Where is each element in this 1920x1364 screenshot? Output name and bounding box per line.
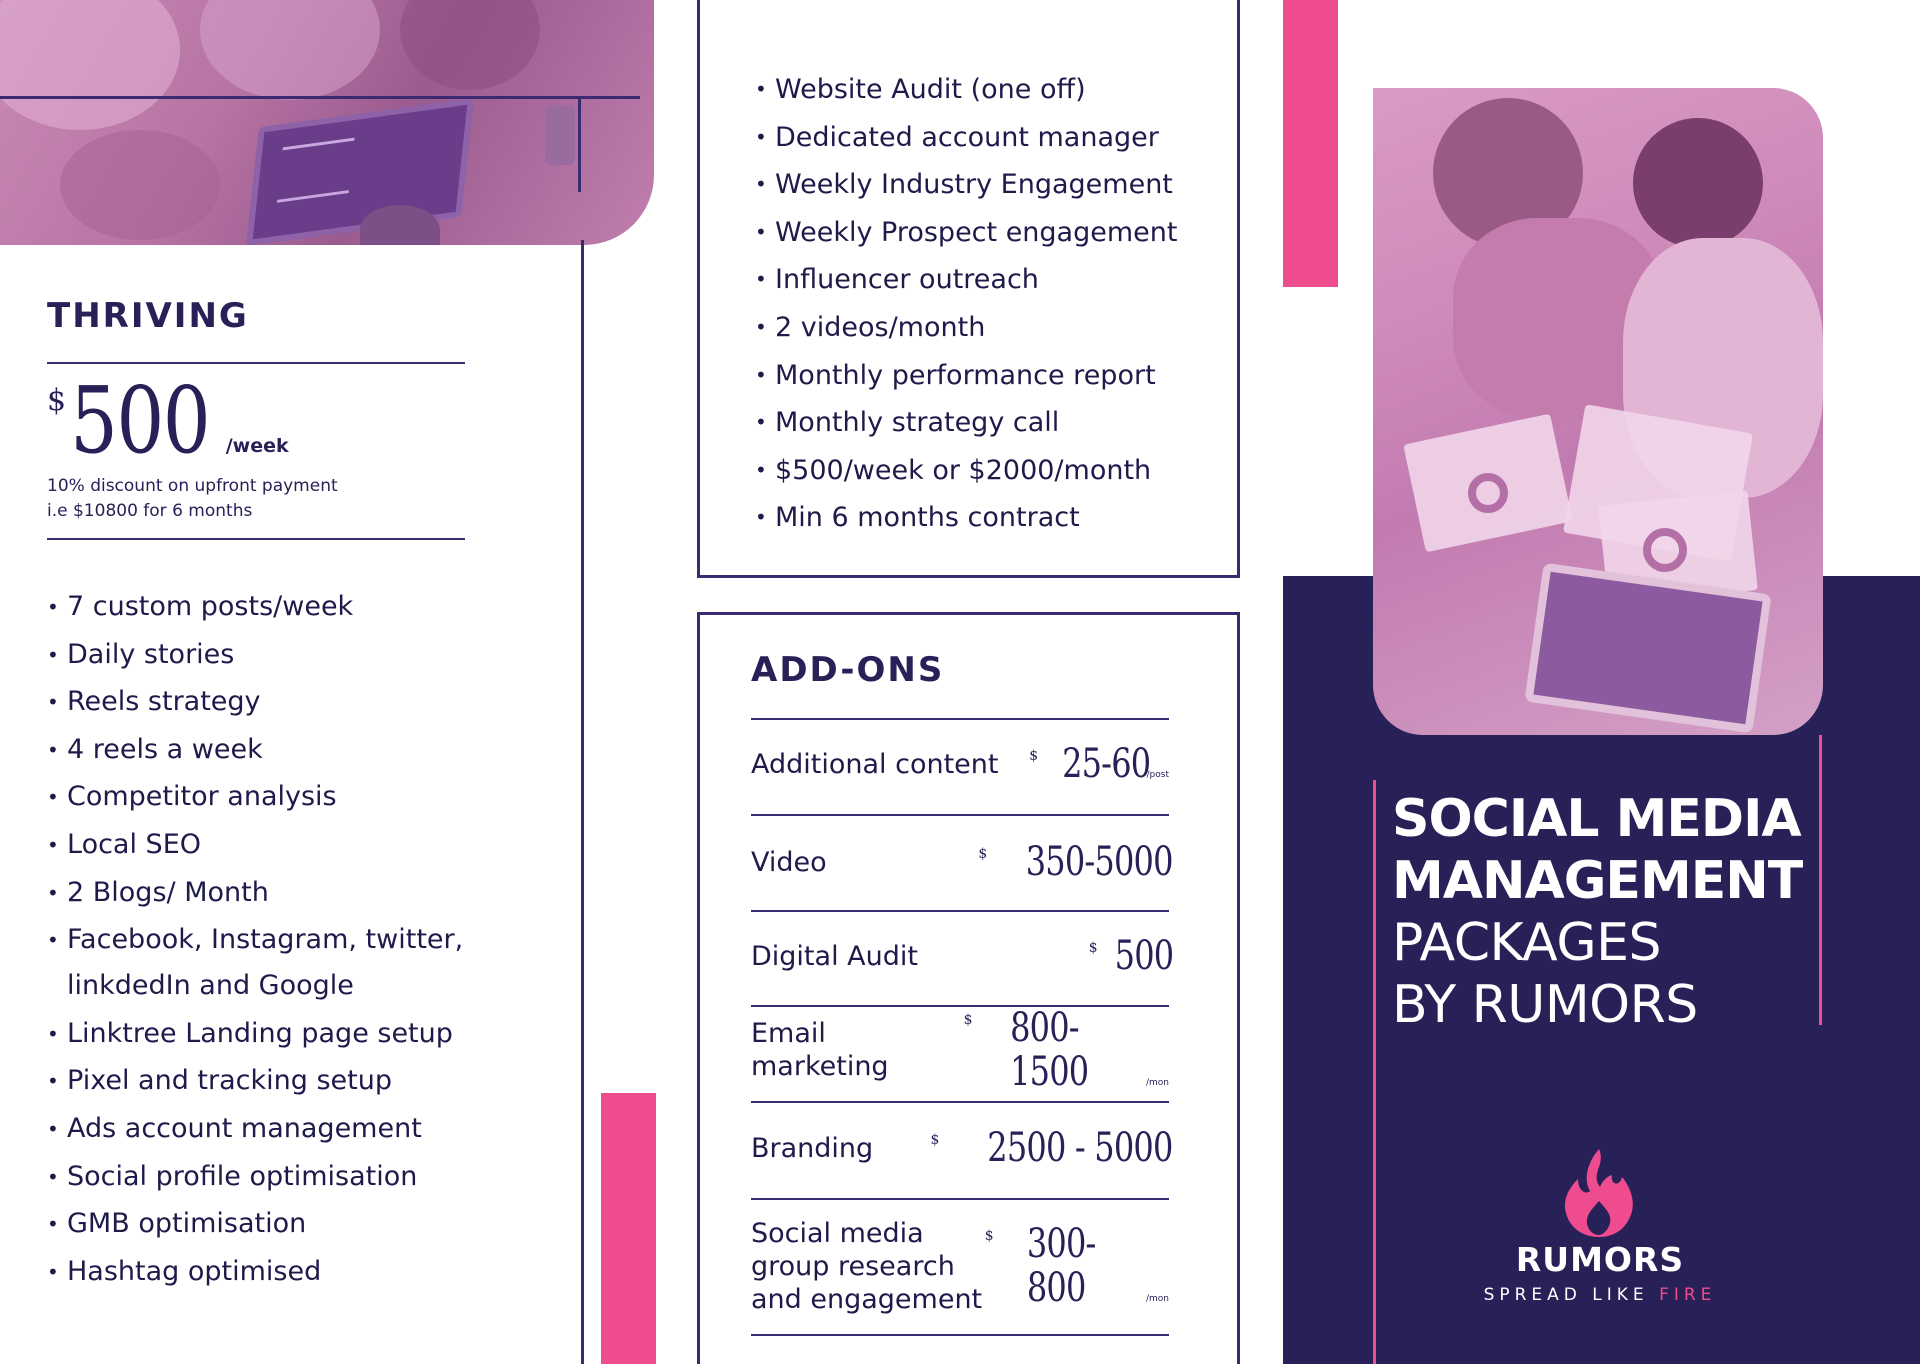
- photo-overlay-line: [0, 96, 640, 99]
- list-item: • Social profile optimisation: [47, 1154, 567, 1200]
- list-item: • Website Audit (one off): [755, 66, 1225, 114]
- divider: [751, 910, 1169, 912]
- list-item: • Dedicated account manager: [755, 114, 1225, 162]
- discount-note: 10% discount on upfront payment i.e $10800 for 6 months: [47, 476, 338, 521]
- accent-line: [1373, 780, 1376, 1364]
- list-item: • Hashtag optimised: [47, 1249, 567, 1295]
- divider: [751, 718, 1169, 720]
- flame-icon: [1560, 1147, 1638, 1239]
- package-price: [47, 367, 289, 474]
- package-title: THRIVING: [47, 296, 249, 336]
- addon-price: $ 350-5000: [978, 839, 1173, 885]
- addon-label: Digital Audit: [751, 940, 918, 972]
- team-photo-right: [1373, 88, 1823, 735]
- addon-price: $ 25-60 /post: [1029, 741, 1169, 787]
- addon-price: $ 800-1500 /mon: [963, 1005, 1169, 1095]
- list-item: • 7 custom posts/week: [47, 584, 567, 630]
- list-item: • Competitor analysis: [47, 774, 567, 820]
- price-currency: $: [47, 383, 67, 418]
- list-item: • Min 6 months contract: [755, 494, 1225, 542]
- feature-list: [47, 584, 567, 1296]
- addon-price: $ 300-800 /mon: [984, 1221, 1169, 1311]
- plant-shape: [545, 105, 575, 165]
- laptop-shape: [246, 98, 474, 245]
- addon-row: [751, 1125, 1173, 1171]
- list-item: • Facebook, Instagram, twitter, linkdedIn and Google: [47, 917, 477, 1009]
- list-item: • Daily stories: [47, 632, 567, 678]
- list-item: • 2 Blogs/ Month: [47, 870, 567, 916]
- feature-list-continued: [755, 66, 1225, 542]
- addon-label: Video: [751, 846, 827, 878]
- addon-row: [751, 839, 1173, 885]
- addon-label: Additional content: [751, 748, 999, 780]
- addon-price: $ 500: [1088, 933, 1173, 979]
- brand-tagline: SPREAD LIKE FIRE: [1483, 1285, 1717, 1305]
- addon-label: Branding: [751, 1132, 874, 1164]
- list-item: • Local SEO: [47, 822, 567, 868]
- divider: [751, 814, 1169, 816]
- list-item: • $500/week or $2000/month: [755, 447, 1225, 495]
- list-item: • Weekly Industry Engagement: [755, 161, 1225, 209]
- list-item: • 2 videos/month: [755, 304, 1225, 352]
- brand-name: RUMORS: [1515, 1240, 1685, 1279]
- list-item: • Monthly strategy call: [755, 399, 1225, 447]
- divider: [751, 1101, 1169, 1103]
- addon-price: $ 2500 - 5000: [930, 1125, 1173, 1171]
- list-item: • Monthly performance report: [755, 352, 1225, 400]
- divider: [751, 1334, 1169, 1336]
- list-item: • Ads account management: [47, 1106, 567, 1152]
- cover-headline: SOCIAL MEDIA MANAGEMENT PACKAGES BY RUMORS: [1392, 789, 1803, 1035]
- accent-line: [1819, 735, 1822, 1025]
- addons-title: ADD-ONS: [751, 650, 945, 690]
- list-item: • Linktree Landing page setup: [47, 1011, 567, 1057]
- accent-bar: [1283, 0, 1338, 287]
- list-item: • GMB optimisation: [47, 1201, 567, 1247]
- addon-row: [751, 1005, 1169, 1095]
- photo-overlay-line: [578, 96, 581, 192]
- divider: [47, 362, 465, 364]
- divider: [47, 538, 465, 540]
- addon-row: [751, 933, 1173, 979]
- list-item: • 4 reels a week: [47, 727, 567, 773]
- list-item: • Reels strategy: [47, 679, 567, 725]
- price-amount: 500: [70, 367, 210, 474]
- list-item: • Influencer outreach: [755, 256, 1225, 304]
- accent-bar: [601, 1093, 656, 1364]
- list-item: • Weekly Prospect engagement: [755, 209, 1225, 257]
- addon-label: Social media group research and engagement: [751, 1217, 983, 1315]
- addon-row: [751, 742, 1169, 786]
- team-photo-top: [0, 0, 654, 245]
- addon-label: Email marketing: [751, 1018, 889, 1082]
- addon-row: [751, 1216, 1169, 1316]
- divider: [751, 1198, 1169, 1200]
- column-divider: [581, 240, 584, 1364]
- list-item: • Pixel and tracking setup: [47, 1058, 567, 1104]
- price-unit: /week: [225, 435, 289, 457]
